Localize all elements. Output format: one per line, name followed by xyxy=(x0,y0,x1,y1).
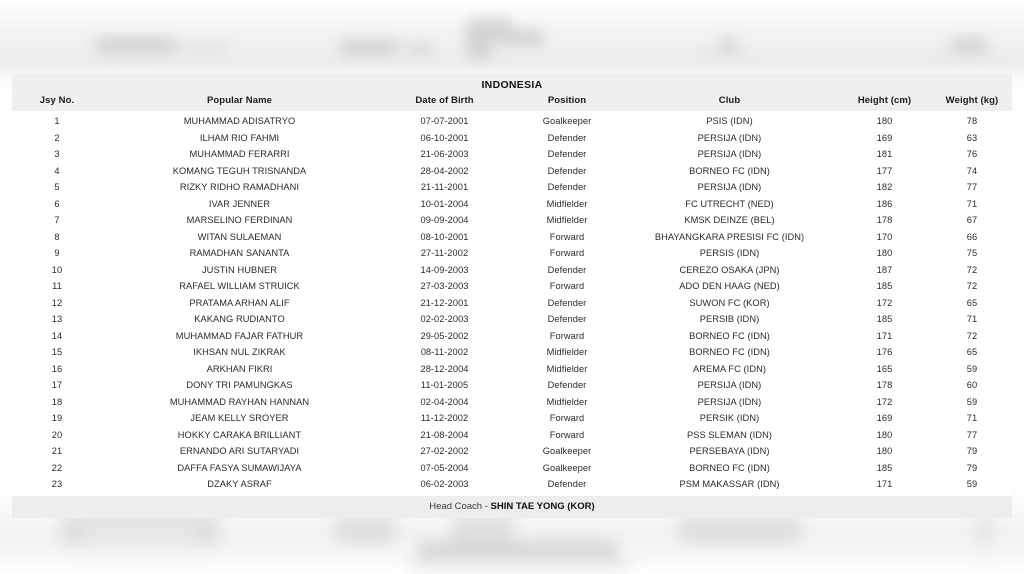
player-height: 171 xyxy=(876,330,893,341)
player-club: BORNEO FC (IDN) xyxy=(689,165,770,176)
player-date-of-birth: 27-11-2002 xyxy=(420,248,469,259)
table-row[interactable] xyxy=(12,229,1012,246)
player-date-of-birth: 27-03-2003 xyxy=(420,281,469,292)
sheet-header-band xyxy=(12,74,1012,111)
player-position: Forward xyxy=(549,330,585,341)
player-club: BORNEO FC (IDN) xyxy=(689,330,770,341)
player-height: 169 xyxy=(876,132,893,143)
player-jsy-number: 17 xyxy=(51,380,63,391)
player-position: Midfielder xyxy=(546,363,588,374)
player-date-of-birth: 06-10-2001 xyxy=(420,132,469,143)
player-height: 176 xyxy=(876,347,893,358)
player-club: PSM MAKASSAR (IDN) xyxy=(679,479,780,490)
player-name: MUHAMMAD FAJAR FATHUR xyxy=(175,330,304,341)
player-date-of-birth: 02-02-2003 xyxy=(420,314,469,325)
player-club: PERSIJA (IDN) xyxy=(697,132,762,143)
player-club: BORNEO FC (IDN) xyxy=(689,462,770,473)
player-name: KAKANG RUDIANTO xyxy=(194,314,285,325)
player-weight: 72 xyxy=(966,281,978,292)
player-date-of-birth: 21-08-2004 xyxy=(420,429,469,440)
player-jsy-number: 10 xyxy=(51,264,63,275)
squad-table-body xyxy=(12,113,1012,493)
player-height: 180 xyxy=(876,429,893,440)
table-row[interactable] xyxy=(12,295,1012,312)
player-jsy-number: 16 xyxy=(51,363,63,374)
table-row[interactable] xyxy=(12,113,1012,130)
player-jsy-number: 23 xyxy=(51,479,63,490)
player-date-of-birth: 11-12-2002 xyxy=(420,413,469,424)
player-position: Midfielder xyxy=(546,347,588,358)
player-jsy-number: 19 xyxy=(51,413,63,424)
player-jsy-number: 2 xyxy=(54,132,60,143)
squad-header-table xyxy=(12,93,1012,111)
table-row[interactable] xyxy=(12,311,1012,328)
player-club: KMSK DEINZE (BEL) xyxy=(684,215,775,226)
player-name: MUHAMMAD RAYHAN HANNAN xyxy=(169,396,310,407)
table-row[interactable] xyxy=(12,130,1012,147)
player-height: 178 xyxy=(876,215,893,226)
player-weight: 59 xyxy=(966,396,978,407)
player-jsy-number: 12 xyxy=(51,297,63,308)
player-height: 172 xyxy=(876,396,893,407)
player-weight: 75 xyxy=(966,248,978,259)
player-position: Midfielder xyxy=(546,198,588,209)
player-club: PERSIJA (IDN) xyxy=(697,149,762,160)
player-jsy-number: 3 xyxy=(54,149,60,160)
player-height: 172 xyxy=(876,297,893,308)
player-date-of-birth: 07-07-2001 xyxy=(420,116,469,127)
column-header-name[interactable]: Popular Name xyxy=(102,93,377,111)
player-date-of-birth: 08-11-2002 xyxy=(420,347,469,358)
table-row[interactable] xyxy=(12,410,1012,427)
player-height: 178 xyxy=(876,380,893,391)
player-club: AREMA FC (IDN) xyxy=(692,363,766,374)
player-club: PERSEBAYA (IDN) xyxy=(689,446,770,457)
player-jsy-number: 7 xyxy=(54,215,60,226)
table-row[interactable] xyxy=(12,394,1012,411)
player-jsy-number: 6 xyxy=(54,198,60,209)
player-club: BHAYANGKARA PRESISI FC (IDN) xyxy=(654,231,805,242)
player-height: 180 xyxy=(876,116,893,127)
player-weight: 71 xyxy=(966,198,978,209)
player-name: PRATAMA ARHAN ALIF xyxy=(189,297,290,308)
player-position: Goalkeeper xyxy=(542,462,592,473)
player-weight: 60 xyxy=(966,380,978,391)
player-position: Defender xyxy=(547,380,587,391)
player-name: HOKKY CARAKA BRILLIANT xyxy=(177,429,302,440)
player-weight: 65 xyxy=(966,347,978,358)
player-position: Forward xyxy=(549,429,585,440)
head-coach-label: Head Coach - xyxy=(429,500,491,512)
player-height: 180 xyxy=(876,248,893,259)
player-position: Forward xyxy=(549,248,585,259)
player-weight: 66 xyxy=(966,231,978,242)
head-coach-bar xyxy=(12,496,1012,518)
table-row[interactable] xyxy=(12,344,1012,361)
player-date-of-birth: 09-09-2004 xyxy=(420,215,469,226)
table-row[interactable] xyxy=(12,443,1012,460)
player-height: 185 xyxy=(876,281,893,292)
player-date-of-birth: 11-01-2005 xyxy=(420,380,469,391)
player-name: ERNANDO ARI SUTARYADI xyxy=(179,446,300,457)
player-jsy-number: 1 xyxy=(54,116,60,127)
player-name: WITAN SULAEMAN xyxy=(197,231,282,242)
player-club: PERSIJA (IDN) xyxy=(697,396,762,407)
player-name: MARSELINO FERDINAN xyxy=(186,215,293,226)
player-date-of-birth: 08-10-2001 xyxy=(420,231,469,242)
player-height: 170 xyxy=(876,231,893,242)
player-position: Defender xyxy=(547,264,587,275)
player-weight: 74 xyxy=(966,165,978,176)
player-height: 177 xyxy=(876,165,893,176)
player-date-of-birth: 10-01-2004 xyxy=(420,198,469,209)
player-jsy-number: 18 xyxy=(51,396,63,407)
table-row[interactable] xyxy=(12,163,1012,180)
player-position: Forward xyxy=(549,281,585,292)
table-row[interactable] xyxy=(12,278,1012,295)
player-jsy-number: 15 xyxy=(51,347,63,358)
player-name: MUHAMMAD FERARRI xyxy=(189,149,290,160)
player-position: Defender xyxy=(547,165,587,176)
player-club: PSIS (IDN) xyxy=(706,116,753,127)
player-jsy-number: 4 xyxy=(54,165,60,176)
player-club: ADO DEN HAAG (NED) xyxy=(679,281,780,292)
table-row[interactable] xyxy=(12,460,1012,477)
player-date-of-birth: 07-05-2004 xyxy=(420,462,469,473)
player-weight: 71 xyxy=(966,413,978,424)
table-row[interactable] xyxy=(12,196,1012,213)
player-club: CEREZO OSAKA (JPN) xyxy=(679,264,780,275)
player-club: PERSIB (IDN) xyxy=(699,314,760,325)
player-jsy-number: 22 xyxy=(51,462,63,473)
player-weight: 77 xyxy=(966,182,978,193)
player-date-of-birth: 06-02-2003 xyxy=(420,479,469,490)
player-club: PERSIJA (IDN) xyxy=(697,182,762,193)
player-name: RAMADHAN SANANTA xyxy=(189,248,290,259)
player-name: KOMANG TEGUH TRISNANDA xyxy=(172,165,307,176)
player-name: IKHSAN NUL ZIKRAK xyxy=(193,347,286,358)
player-name: ARKHAN FIKRI xyxy=(206,363,273,374)
player-weight: 59 xyxy=(966,363,978,374)
table-row[interactable] xyxy=(12,179,1012,196)
player-club: PERSIK (IDN) xyxy=(699,413,760,424)
player-date-of-birth: 29-05-2002 xyxy=(420,330,469,341)
player-height: 182 xyxy=(876,182,893,193)
player-weight: 79 xyxy=(966,462,978,473)
player-club: PERSIJA (IDN) xyxy=(697,380,762,391)
player-weight: 72 xyxy=(966,264,978,275)
player-weight: 67 xyxy=(966,215,978,226)
player-weight: 79 xyxy=(966,446,978,457)
column-header-jsy[interactable]: Jsy No. xyxy=(12,93,102,111)
table-row[interactable] xyxy=(12,377,1012,394)
player-date-of-birth: 21-12-2001 xyxy=(420,297,469,308)
player-weight: 65 xyxy=(966,297,978,308)
player-jsy-number: 11 xyxy=(52,281,62,292)
player-name: MUHAMMAD ADISATRYO xyxy=(183,116,296,127)
player-position: Forward xyxy=(549,231,585,242)
player-date-of-birth: 02-04-2004 xyxy=(420,396,469,407)
player-position: Midfielder xyxy=(546,215,588,226)
player-club: SUWON FC (KOR) xyxy=(689,297,770,308)
column-header-dob[interactable]: Date of Birth xyxy=(377,93,512,111)
player-weight: 77 xyxy=(966,429,978,440)
player-position: Defender xyxy=(547,149,587,160)
player-height: 180 xyxy=(876,446,893,457)
player-position: Goalkeeper xyxy=(542,116,592,127)
player-name: ILHAM RIO FAHMI xyxy=(199,132,280,143)
table-row[interactable] xyxy=(12,476,1012,493)
player-name: IVAR JENNER xyxy=(208,198,271,209)
player-jsy-number: 8 xyxy=(54,231,60,242)
table-row[interactable] xyxy=(12,245,1012,262)
player-jsy-number: 5 xyxy=(54,182,60,193)
player-date-of-birth: 21-11-2001 xyxy=(420,182,469,193)
player-jsy-number: 13 xyxy=(51,314,63,325)
blurred-top-region xyxy=(0,0,1024,72)
player-date-of-birth: 27-02-2002 xyxy=(420,446,469,457)
team-title: INDONESIA xyxy=(481,79,543,91)
player-position: Midfielder xyxy=(546,396,588,407)
player-club: FC UTRECHT (NED) xyxy=(685,198,774,209)
column-header-position[interactable]: Position xyxy=(512,93,622,111)
player-position: Defender xyxy=(547,479,587,490)
player-date-of-birth: 28-04-2002 xyxy=(420,165,469,176)
player-jsy-number: 21 xyxy=(51,446,63,457)
table-row[interactable] xyxy=(12,361,1012,378)
player-height: 171 xyxy=(876,479,893,490)
table-row[interactable] xyxy=(12,146,1012,163)
player-name: RIZKY RIDHO RAMADHANI xyxy=(179,182,300,193)
player-height: 181 xyxy=(876,149,893,160)
player-height: 185 xyxy=(876,462,893,473)
player-height: 185 xyxy=(876,314,893,325)
head-coach-name: SHIN TAE YONG (KOR) xyxy=(490,500,595,512)
player-club: PERSIS (IDN) xyxy=(699,248,760,259)
player-jsy-number: 9 xyxy=(54,248,60,259)
player-position: Defender xyxy=(547,132,587,143)
player-weight: 59 xyxy=(966,479,978,490)
table-row[interactable] xyxy=(12,262,1012,279)
player-height: 165 xyxy=(876,363,893,374)
player-date-of-birth: 14-09-2003 xyxy=(420,264,469,275)
player-name: JUSTIN HUBNER xyxy=(201,264,278,275)
player-weight: 71 xyxy=(966,314,978,325)
player-weight: 72 xyxy=(966,330,978,341)
player-position: Goalkeeper xyxy=(542,446,592,457)
player-jsy-number: 20 xyxy=(51,429,63,440)
player-club: BORNEO FC (IDN) xyxy=(689,347,770,358)
player-name: DAFFA FASYA SUMAWIJAYA xyxy=(177,462,302,473)
table-row[interactable] xyxy=(12,328,1012,345)
player-position: Defender xyxy=(547,297,587,308)
player-position: Defender xyxy=(547,314,587,325)
sheet-body xyxy=(12,111,1012,493)
player-club: PSS SLEMAN (IDN) xyxy=(686,429,772,440)
player-date-of-birth: 21-06-2003 xyxy=(420,149,469,160)
table-header-row xyxy=(12,93,1012,111)
table-row[interactable] xyxy=(12,427,1012,444)
squad-table xyxy=(12,113,1012,493)
player-name: DONY TRI PAMUNGKAS xyxy=(186,380,293,391)
player-position: Defender xyxy=(547,182,587,193)
player-weight: 63 xyxy=(966,132,978,143)
player-name: JEAM KELLY SROYER xyxy=(190,413,289,424)
table-row[interactable] xyxy=(12,212,1012,229)
column-header-club[interactable]: Club xyxy=(622,93,837,111)
squad-sheet xyxy=(12,74,1012,518)
player-name: DZAKY ASRAF xyxy=(207,479,272,490)
player-jsy-number: 14 xyxy=(51,330,63,341)
column-header-weight[interactable]: Weight (kg) xyxy=(932,93,1012,111)
player-weight: 76 xyxy=(966,149,978,160)
column-header-height[interactable]: Height (cm) xyxy=(837,93,932,111)
player-name: RAFAEL WILLIAM STRUICK xyxy=(179,281,300,292)
player-weight: 78 xyxy=(966,116,978,127)
player-date-of-birth: 28-12-2004 xyxy=(420,363,469,374)
player-position: Forward xyxy=(549,413,585,424)
player-height: 186 xyxy=(876,198,893,209)
player-height: 169 xyxy=(876,413,893,424)
player-height: 187 xyxy=(876,264,893,275)
